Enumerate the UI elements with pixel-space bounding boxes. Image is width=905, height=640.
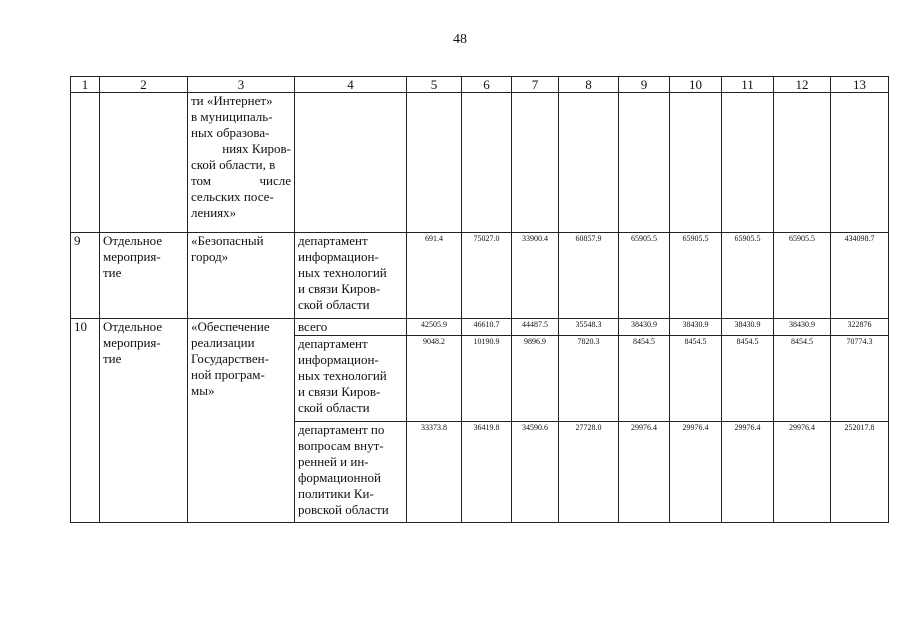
cell-value: 434098.7 (831, 233, 889, 319)
column-header: 7 (512, 77, 559, 93)
cell-value: 42505.9 (407, 319, 462, 336)
column-header: 6 (462, 77, 512, 93)
column-header: 5 (407, 77, 462, 93)
cell-value (407, 93, 462, 233)
resp-line: департамент (298, 233, 368, 248)
name-line (191, 173, 291, 189)
cell-value: 38430.9 (670, 319, 722, 336)
cell-value (670, 93, 722, 233)
name-line: ти «Интернет» (191, 93, 273, 108)
resp-line: информацион- (298, 249, 379, 264)
cell-name (188, 319, 295, 523)
table-row (71, 319, 889, 336)
cell-value: 38430.9 (774, 319, 831, 336)
cell-value: 691.4 (407, 233, 462, 319)
table-row (71, 233, 889, 319)
cell-value (831, 93, 889, 233)
cell-value: 7820.3 (559, 336, 619, 422)
type-line: Отдельное (103, 319, 163, 334)
column-header: 10 (670, 77, 722, 93)
cell-value (722, 93, 774, 233)
cell-value: 29976.4 (722, 422, 774, 523)
cell-num: 10 (71, 319, 100, 523)
cell-value: 65905.5 (722, 233, 774, 319)
resp-line: департамент по (298, 422, 385, 437)
cell-value (559, 93, 619, 233)
cell-value (462, 93, 512, 233)
cell-num (71, 93, 100, 233)
cell-value (774, 93, 831, 233)
header-row (71, 77, 889, 93)
name-line: в муниципаль- (191, 109, 273, 124)
word: том (191, 173, 211, 188)
resp-line: ных технологий (298, 368, 387, 383)
resp-line: всего (298, 319, 328, 334)
cell-value: 60857.9 (559, 233, 619, 319)
resp-line: департамент (298, 336, 368, 351)
cell-responsible (295, 319, 407, 336)
budget-table (70, 76, 889, 523)
resp-line: политики Ки- (298, 486, 374, 501)
name-line: сельских посе- (191, 189, 274, 204)
column-header: 9 (619, 77, 670, 93)
cell-value: 65905.5 (619, 233, 670, 319)
name-line: мы» (191, 383, 215, 398)
word: числе (259, 173, 291, 188)
cell-value: 34590.6 (512, 422, 559, 523)
column-header: 12 (774, 77, 831, 93)
resp-line: и связи Киров- (298, 384, 381, 399)
cell-value: 38430.9 (619, 319, 670, 336)
type-line: Отдельное (103, 233, 163, 248)
cell-value: 75027.0 (462, 233, 512, 319)
name-line: реализации (191, 335, 255, 350)
cell-responsible (295, 336, 407, 422)
cell-value: 36419.8 (462, 422, 512, 523)
name-line: ной програм- (191, 367, 265, 382)
cell-value: 70774.3 (831, 336, 889, 422)
cell-type (100, 93, 188, 233)
column-header: 1 (71, 77, 100, 93)
type-line: мероприя- (103, 335, 161, 350)
cell-name (188, 233, 295, 319)
cell-value: 9896.9 (512, 336, 559, 422)
name-line: «Обеспечение (191, 319, 270, 334)
cell-value: 8454.5 (670, 336, 722, 422)
cell-name (188, 93, 295, 233)
column-header: 2 (100, 77, 188, 93)
resp-line: ской области (298, 400, 370, 415)
cell-value: 8454.5 (722, 336, 774, 422)
cell-value: 65905.5 (774, 233, 831, 319)
cell-value: 35548.3 (559, 319, 619, 336)
cell-value: 33900.4 (512, 233, 559, 319)
resp-line: ных технологий (298, 265, 387, 280)
name-line: ных образова- (191, 125, 270, 140)
cell-value: 65905.5 (670, 233, 722, 319)
cell-value: 8454.5 (619, 336, 670, 422)
cell-value: 46610.7 (462, 319, 512, 336)
resp-line: и связи Киров- (298, 281, 381, 296)
cell-value: 44487.5 (512, 319, 559, 336)
cell-responsible (295, 93, 407, 233)
resp-line: ской области (298, 297, 370, 312)
cell-value (619, 93, 670, 233)
resp-line: ренней и ин- (298, 454, 369, 469)
cell-value: 29976.4 (774, 422, 831, 523)
cell-value: 29976.4 (619, 422, 670, 523)
type-line: мероприя- (103, 249, 161, 264)
name-line: ской области, в (191, 157, 276, 172)
column-header: 8 (559, 77, 619, 93)
resp-line: информацион- (298, 352, 379, 367)
column-header: 13 (831, 77, 889, 93)
cell-value: 322876 (831, 319, 889, 336)
cell-value: 27728.0 (559, 422, 619, 523)
cell-value: 33373.8 (407, 422, 462, 523)
name-line: город» (191, 249, 229, 264)
name-line: «Безопасный (191, 233, 264, 248)
cell-value: 29976.4 (670, 422, 722, 523)
cell-responsible (295, 422, 407, 523)
cell-num: 9 (71, 233, 100, 319)
cell-responsible (295, 233, 407, 319)
cell-type (100, 233, 188, 319)
column-header: 11 (722, 77, 774, 93)
type-line: тие (103, 265, 122, 280)
cell-value: 9048.2 (407, 336, 462, 422)
resp-line: вопросам внут- (298, 438, 384, 453)
cell-value: 38430.9 (722, 319, 774, 336)
cell-value: 252017.8 (831, 422, 889, 523)
cell-value: 10190.9 (462, 336, 512, 422)
name-line: ниях Киров- (222, 141, 291, 156)
page-number: 48 (453, 32, 467, 47)
column-header: 3 (188, 77, 295, 93)
resp-line: ровской области (298, 502, 389, 517)
type-line: тие (103, 351, 122, 366)
cell-type (100, 319, 188, 523)
cell-value: 8454.5 (774, 336, 831, 422)
name-line: Государствен- (191, 351, 269, 366)
table-row (71, 93, 889, 233)
column-header: 4 (295, 77, 407, 93)
cell-value (512, 93, 559, 233)
name-line: лениях» (191, 205, 237, 220)
resp-line: формационной (298, 470, 381, 485)
